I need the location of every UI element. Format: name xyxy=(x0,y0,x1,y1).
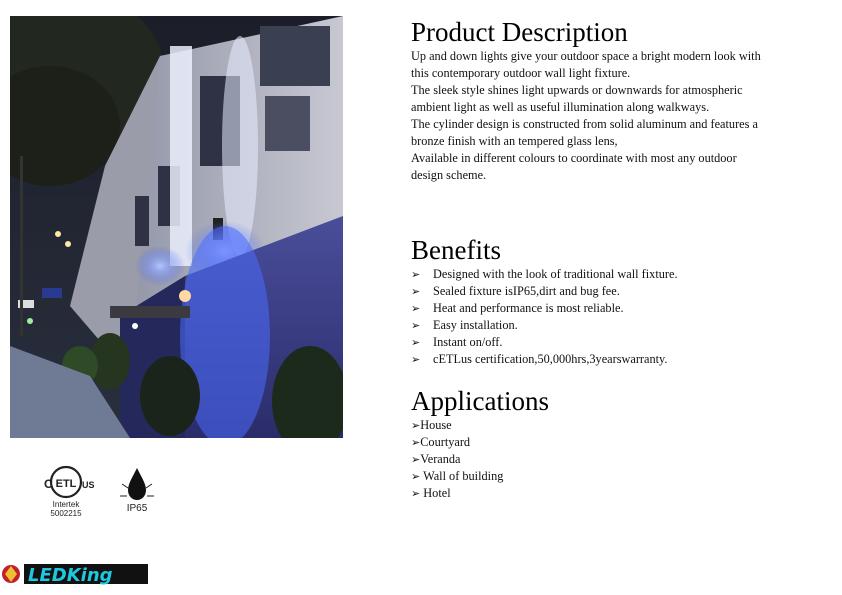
water-drop-icon xyxy=(128,468,146,500)
list-item xyxy=(411,351,821,368)
application-text: Courtyard xyxy=(420,435,471,449)
arrow-bullet-icon: ➢ xyxy=(411,419,421,432)
description-line: The cylinder design is constructed from solid aluminum and features a xyxy=(411,117,758,131)
description-line: bronze finish with an tempered glass lens, xyxy=(411,134,618,148)
arrow-bullet-icon: ➢ xyxy=(411,285,421,298)
building-night-scene xyxy=(10,16,343,438)
list-item xyxy=(411,417,821,434)
application-text: Hotel xyxy=(420,486,451,500)
arrow-bullet-icon: ➢ xyxy=(411,268,421,281)
benefit-text: Easy installation. xyxy=(433,318,518,332)
list-item xyxy=(411,434,821,451)
product-description-section xyxy=(411,16,821,184)
arrow-bullet-icon: ➢ xyxy=(411,487,421,500)
description-line: Available in different colours to coordinate with most any outdoor xyxy=(411,151,737,165)
list-item xyxy=(411,468,821,485)
benefit-text: Designed with the look of traditional wall fixture. xyxy=(433,267,678,281)
applications-section xyxy=(411,385,821,502)
etl-intertek-label: Intertek xyxy=(52,500,80,509)
etl-certification-mark xyxy=(36,462,102,518)
application-text: Veranda xyxy=(420,452,461,466)
list-item xyxy=(411,334,821,351)
benefit-text: cETLus certification,50,000hrs,3yearswarranty. xyxy=(433,352,668,366)
arrow-bullet-icon: ➢ xyxy=(411,353,421,366)
ip65-label: IP65 xyxy=(126,503,148,514)
applications-list xyxy=(411,417,821,502)
applications-title: Applications xyxy=(411,386,549,416)
arrow-bullet-icon: ➢ xyxy=(411,470,421,483)
ip65-rating-mark xyxy=(114,462,160,518)
description-line: ambient light as well as useful illumination along walkways. xyxy=(411,100,710,114)
benefit-text: Instant on/off. xyxy=(433,335,503,349)
benefit-text: Sealed fixture isIP65,dirt and bug fee. xyxy=(433,284,620,298)
benefits-title: Benefits xyxy=(411,235,501,265)
description-line: this contemporary outdoor wall light fixture. xyxy=(411,66,631,80)
application-text: House xyxy=(420,418,452,432)
arrow-bullet-icon: ➢ xyxy=(411,436,421,449)
etl-mark-label: ETL xyxy=(55,478,77,490)
ledking-logo xyxy=(0,560,150,588)
benefits-list xyxy=(411,266,821,368)
list-item xyxy=(411,266,821,283)
product-photo xyxy=(10,16,343,438)
description-line: The sleek style shines light upwards or downwards for atmospheric xyxy=(411,83,743,97)
list-item xyxy=(411,317,821,334)
list-item xyxy=(411,451,821,468)
etl-number-label: 5002215 xyxy=(50,509,82,518)
benefits-section xyxy=(411,234,821,368)
arrow-bullet-icon: ➢ xyxy=(411,453,421,466)
application-text: Wall of building xyxy=(420,469,504,483)
list-item xyxy=(411,485,821,502)
list-item xyxy=(411,283,821,300)
description-line: Up and down lights give your outdoor space a bright modern look with xyxy=(411,49,761,63)
etl-right-label: US xyxy=(82,480,95,490)
arrow-bullet-icon: ➢ xyxy=(411,319,421,332)
benefit-text: Heat and performance is most reliable. xyxy=(433,301,624,315)
description-line: design scheme. xyxy=(411,168,487,182)
etl-left-label: C xyxy=(44,477,53,491)
list-item xyxy=(411,300,821,317)
logo-text: LEDKing xyxy=(28,565,113,586)
arrow-bullet-icon: ➢ xyxy=(411,302,421,315)
arrow-bullet-icon: ➢ xyxy=(411,336,421,349)
product-description-title: Product Description xyxy=(411,17,628,47)
